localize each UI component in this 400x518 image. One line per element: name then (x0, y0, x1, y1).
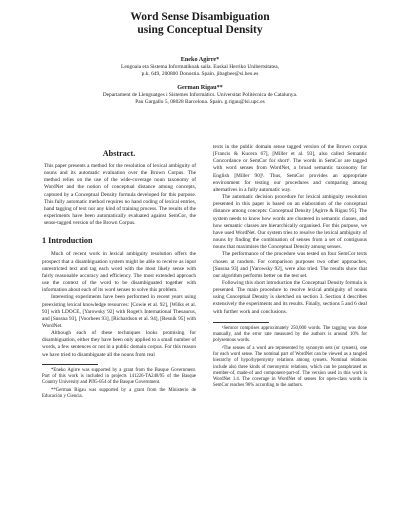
author-affiliation-2b: Pau Gargallo 5, 08028 Barcelona. Spain. g.rigau@lsi.upc.es (135, 99, 265, 105)
author-name-1: Eneko Agirre* (180, 56, 220, 63)
footnote: ¹Semcor comprises approximately 250,000 words. The tagging was done manually, and the error rate measured by the authors is around 10% for polysemous words. (213, 325, 367, 344)
abstract-heading: Abstract. (102, 149, 136, 158)
intro-paragraph: Much of recent work in lexical ambiguity resolution offers the prospect that a disambiguation system might be able to receive as input unrestricted text and tag each word with the most likely sense with fairly reasonable accuracy and efficiency. The most extended approach use the context of the word to be disambiguated together with information about each of its word senses to solve this problem. (42, 251, 196, 294)
abstract (42, 149, 196, 227)
title-line-2: using Conceptual Density (137, 24, 263, 36)
footnote: **German Rigau was supported by a grant from the Ministerio de Educación y Ciencia. (42, 387, 196, 399)
author-affiliation-1a: Lengoaia eta Sistema Informatikoak saila. Euskal Herriko Unibertsitatea, (121, 64, 279, 70)
left-column (42, 149, 196, 400)
intro-paragraph: Although each of these techniques looks promising for disambiguation, either they have been only applied to a small number of words, a few sentences or not in a public domain corpus. For this reason we have tried to disambiguate all the nouns from real (42, 330, 196, 358)
author-name-2: German Rigau** (177, 84, 223, 91)
author-block (40, 56, 360, 106)
paper-title (0, 11, 400, 37)
abstract-text: This paper presents a method for the resolution of lexical ambiguity of nouns and its automatic evaluation over the Brown Corpus. The method relies on the use of the wide-coverage noun taxonomy of WordNet and the notion of conceptual distance among concepts, captured by a Conceptual Density formula developed for this purpose. This fully automatic method requires no hand coding of lexical entries, hand tagging of text nor any kind of training process. The results of the experiments have been automatically evaluated against SemCor, the sense-tagged version of the Brown Corpus. (44, 163, 196, 227)
title-line-1: Word Sense Disambiguation (130, 11, 270, 23)
footnote-rule (213, 322, 269, 323)
footnote-rule (42, 364, 98, 365)
author-affiliation-2a: Departament de Llenguatges i Sistemes Informàtics. Universitat Politècnica de Catalunya. (102, 92, 298, 98)
body-paragraph: Following this short introduction the Conceptual Density formula is presented. The main procedure to resolve lexical ambiguity of nouns using Conceptual Density is sketched on section 3. Section 4 describes extensively the experiments and its results. Finally, sections 5 and 6 deal with further work and conclusions. (213, 279, 367, 315)
right-column (213, 144, 367, 390)
body-paragraph: texts in the public domain sense tagged version of the Brown corpus [Francis & Kucera 67], [Miller et al. 93], also called Semantic Concordance or SemCor for short¹. The words in SemCor are tagged with word senses from WordNet, a broad semantic taxonomy for English [Miller 90]². Thus, SemCor provides an appropriate environment for testing our procedures and comparing among alternatives in a fully automatic way. (213, 144, 367, 193)
section-heading-introduction: 1 Introduction (42, 236, 93, 246)
footnote: *Eneko Agirre was supported by a grant from the Basque Government. Part of this work is included in projects 141226-TA248/95 of the Basque Country University and PI95-054 of the Basque Government. (42, 367, 196, 386)
intro-paragraph: Interesting experiments have been performed in recent years using preexisting lexical knowledge resources: [Cowie et al. 92], [Wilks et al. 93] with LDOCE, [Yarowsky 92] with Roget's International Thesaurus, and [Sussna 93], [Voorhees 93], [Richardson et al. 94], [Resnik 95] with WordNet. (42, 294, 196, 329)
footnote: ²The senses of a word are represented by synonym sets (or synsets), one for each word sense. The nominal part of WordNet can be viewed as a tangled hierarchy of hypo/hypernymy relations among synsets. Nominal relations include also three kinds of meronymic relations, which can be paraphrased as member-of, made-of and component-part-of. The version used in this work is WordNet 1.4. The coverage in WordNet of senses for open-class words in SemCor reaches 96% according to the authors. (213, 345, 367, 389)
body-paragraph: The performance of the procedure was tested on four SemCor texts chosen at random. For comparison purposes two other approaches, [Sussna 93] and [Yarowsky 92], were also tried. The results show that our algorithm performs better on the test set. (213, 251, 367, 279)
body-paragraph: The automatic decision procedure for lexical ambiguity resolution presented in this paper is based on an elaboration of the conceptual distance among concepts: Conceptual Density [Agirre & Rigau 95]. The system needs to know how words are clustered in semantic classes, and how semantic classes are hierarchically organised. For this purpose, we have used WordNet. Our system tries to resolve the lexical ambiguity of nouns by finding the combination of senses from a set of contiguous nouns that maximises the Conceptual Density among senses. (213, 194, 367, 251)
author-affiliation-1b: p.k. 649, 200800 Donostia. Spain. jibagbee@si.heu.es (141, 71, 259, 77)
